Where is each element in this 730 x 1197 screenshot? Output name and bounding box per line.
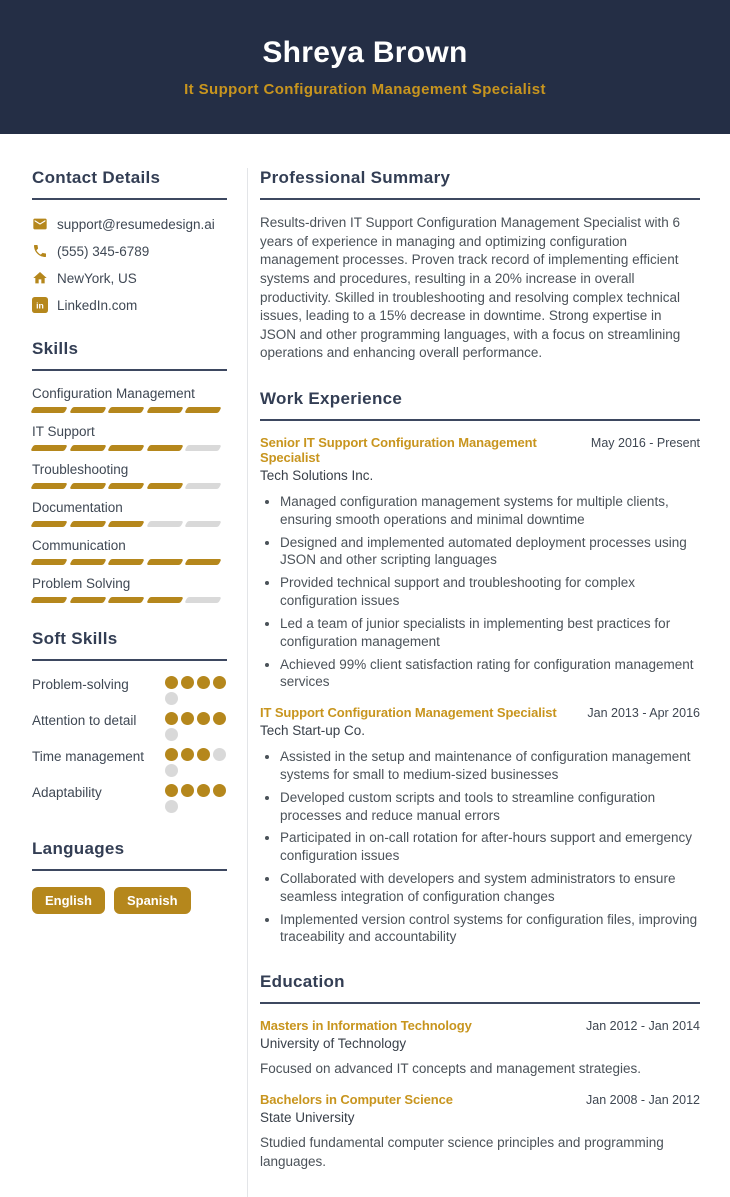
soft-skill-dots xyxy=(165,784,227,813)
soft-skill-row xyxy=(32,748,227,777)
skill-label: Troubleshooting xyxy=(32,462,129,477)
skill-bar-segment xyxy=(146,483,183,489)
education-dates: Jan 2008 - Jan 2012 xyxy=(586,1093,700,1108)
education-entry xyxy=(260,1018,700,1078)
skill-row xyxy=(32,500,227,527)
skill-bar-segment xyxy=(108,597,145,603)
job-bullet: • Designed and implemented automated deployment processes using JSON and other scripting languages xyxy=(280,534,700,570)
summary-text: Results-driven IT Support Configuration Management Specialist with 6 years of experience in managing and optimizing configuration management processes. Proven track record of implementing efficient systems and procedures, resulting in a 20% increase in overall productivity. Skilled in troubleshooting and resolving complex technical issues, leading to a 15% decrease in downtime. Strong expertise in JSON and other programming languages, with a focus on streamlining operations and enhancing overall performance. xyxy=(260,215,681,361)
languages-section xyxy=(32,839,227,914)
summary-heading: Professional Summary xyxy=(260,168,700,200)
skill-bar-segment xyxy=(30,521,67,527)
person-name: Shreya Brown xyxy=(262,36,468,69)
rating-dot xyxy=(197,748,210,761)
skill-bar-segment xyxy=(69,597,106,603)
education-dates: Jan 2012 - Jan 2014 xyxy=(586,1019,700,1034)
education-degree: Masters in Information Technology xyxy=(260,1018,472,1034)
job-dates: Jan 2013 - Apr 2016 xyxy=(587,706,700,721)
skill-bar-segment xyxy=(69,407,106,413)
soft-skill-label: Problem-solving xyxy=(32,677,129,692)
skill-bar-segment xyxy=(185,521,222,527)
job-bullet: • Led a team of junior specialists in implementing best practices for configuration management xyxy=(280,615,700,651)
rating-dot xyxy=(165,764,178,777)
job-bullet: • Provided technical support and troubleshooting for complex configuration issues xyxy=(280,574,700,610)
skill-bar-segment xyxy=(185,483,222,489)
mail-icon xyxy=(32,216,48,232)
skill-bar-segment xyxy=(30,559,67,565)
contact-list xyxy=(32,216,227,313)
skill-label: Problem Solving xyxy=(32,576,131,591)
rating-dot xyxy=(165,748,178,761)
education-degree: Bachelors in Computer Science xyxy=(260,1092,453,1108)
contact-item[interactable] xyxy=(32,297,227,313)
skill-bar-segment xyxy=(69,445,106,451)
rating-dot xyxy=(165,784,178,797)
job-bullet: • Participated in on-call rotation for after-hours support and emergency configuration issues xyxy=(280,829,700,865)
contact-text: support@resumedesign.ai xyxy=(57,216,215,232)
skill-bar xyxy=(32,559,220,565)
soft-skill-dots xyxy=(165,712,227,741)
soft-skill-row xyxy=(32,676,227,705)
skill-bar-segment xyxy=(30,407,67,413)
job-entry xyxy=(260,435,700,691)
skill-bar xyxy=(32,407,220,413)
rating-dot xyxy=(181,712,194,725)
rating-dot xyxy=(197,676,210,689)
skill-bar-segment xyxy=(185,597,222,603)
contact-heading: Contact Details xyxy=(32,168,227,200)
soft-skill-label: Adaptability xyxy=(32,785,102,800)
main-column xyxy=(247,168,700,1197)
rating-dot xyxy=(213,676,226,689)
skill-bar-segment xyxy=(146,559,183,565)
job-bullet: • Assisted in the setup and maintenance of configuration management systems for small to medium-sized businesses xyxy=(280,748,700,784)
job-bullet: • Implemented version control systems for configuration files, improving traceability and accountability xyxy=(280,911,700,947)
skill-label: Communication xyxy=(32,538,126,553)
rating-dot xyxy=(165,676,178,689)
svg-text:in: in xyxy=(36,300,44,311)
job-header xyxy=(260,705,700,720)
skill-row xyxy=(32,576,227,603)
rating-dot xyxy=(181,784,194,797)
skill-bar-segment xyxy=(146,597,183,603)
skill-row xyxy=(32,462,227,489)
skills-heading: Skills xyxy=(32,339,227,371)
contact-item[interactable] xyxy=(32,216,227,232)
skill-bar-segment xyxy=(185,559,222,565)
skill-bar-segment xyxy=(108,521,145,527)
skill-bar-segment xyxy=(69,521,106,527)
skill-bar-segment xyxy=(108,407,145,413)
skills-list xyxy=(32,386,227,603)
linkedin-icon xyxy=(32,297,48,313)
skill-bar xyxy=(32,597,220,603)
rating-dot xyxy=(165,712,178,725)
soft-skills-section xyxy=(32,629,227,813)
job-bullet-list xyxy=(260,493,700,691)
skill-bar-segment xyxy=(108,483,145,489)
skill-label: Documentation xyxy=(32,500,123,515)
skill-bar-segment xyxy=(146,521,183,527)
skills-section xyxy=(32,339,227,603)
education-school: State University xyxy=(260,1110,355,1126)
education-entry xyxy=(260,1092,700,1170)
job-bullet: • Collaborated with developers and system administrators to ensure seamless integration of configuration changes xyxy=(280,870,700,906)
rating-dot xyxy=(181,676,194,689)
education-section xyxy=(260,972,700,1171)
rating-dot xyxy=(213,748,226,761)
education-description: Focused on advanced IT concepts and management strategies. xyxy=(260,1061,641,1077)
sidebar xyxy=(32,168,247,1197)
skill-bar-segment xyxy=(146,445,183,451)
language-pill: English xyxy=(32,887,105,914)
skill-row xyxy=(32,386,227,413)
phone-icon xyxy=(32,243,48,259)
job-header xyxy=(260,435,700,465)
education-header xyxy=(260,1018,700,1033)
skill-bar-segment xyxy=(30,597,67,603)
jobs-list xyxy=(260,435,700,946)
education-list xyxy=(260,1018,700,1171)
job-bullet: • Developed custom scripts and tools to streamline configuration processes and reduce manual errors xyxy=(280,789,700,825)
contact-text: LinkedIn.com xyxy=(57,297,138,313)
job-entry xyxy=(260,705,700,946)
soft-skill-dots xyxy=(165,748,227,777)
soft-skill-dots xyxy=(165,676,227,705)
rating-dot xyxy=(197,712,210,725)
soft-skill-row xyxy=(32,712,227,741)
contact-text: (555) 345-6789 xyxy=(57,243,150,259)
soft-skills-list xyxy=(32,676,227,813)
education-school: University of Technology xyxy=(260,1036,407,1052)
language-pill: Spanish xyxy=(114,887,191,914)
skill-bar-segment xyxy=(30,445,67,451)
job-bullet: • Achieved 99% client satisfaction rating for configuration management services xyxy=(280,656,700,692)
skill-bar-segment xyxy=(108,445,145,451)
languages-list xyxy=(32,887,227,914)
job-bullet: • Managed configuration management systems for multiple clients, ensuring smooth operations and minimal downtime xyxy=(280,493,700,529)
skill-row xyxy=(32,538,227,565)
soft-skill-row xyxy=(32,784,227,813)
experience-heading: Work Experience xyxy=(260,389,700,421)
skill-label: IT Support xyxy=(32,424,95,439)
rating-dot xyxy=(165,692,178,705)
education-description: Studied fundamental computer science principles and programming languages. xyxy=(260,1135,664,1169)
job-title: IT Support Configuration Management Specialist xyxy=(260,705,557,721)
skill-bar-segment xyxy=(108,559,145,565)
resume-body xyxy=(0,134,730,1197)
rating-dot xyxy=(213,712,226,725)
skill-bar-segment xyxy=(69,559,106,565)
skill-bar-segment xyxy=(185,445,222,451)
skill-bar xyxy=(32,521,220,527)
summary-section xyxy=(260,168,700,363)
skill-bar-segment xyxy=(30,483,67,489)
soft-skill-label: Time management xyxy=(32,749,145,764)
skill-bar xyxy=(32,445,220,451)
contact-item xyxy=(32,243,227,259)
skill-bar-segment xyxy=(185,407,222,413)
rating-dot xyxy=(197,784,210,797)
job-title: Senior IT Support Configuration Management Specialist xyxy=(260,435,537,465)
contact-text: NewYork, US xyxy=(57,270,137,286)
resume-header xyxy=(0,0,730,134)
skill-row xyxy=(32,424,227,451)
rating-dot xyxy=(165,728,178,741)
rating-dot xyxy=(181,748,194,761)
skill-bar-segment xyxy=(69,483,106,489)
skill-label: Configuration Management xyxy=(32,386,195,401)
education-header xyxy=(260,1092,700,1107)
home-icon xyxy=(32,270,48,286)
languages-heading: Languages xyxy=(32,839,227,871)
skill-bar-segment xyxy=(146,407,183,413)
education-heading: Education xyxy=(260,972,700,1004)
skill-bar xyxy=(32,483,220,489)
contact-section xyxy=(32,168,227,313)
soft-skill-label: Attention to detail xyxy=(32,713,137,728)
rating-dot xyxy=(165,800,178,813)
contact-item xyxy=(32,270,227,286)
job-bullet-list xyxy=(260,748,700,946)
job-company: Tech Solutions Inc. xyxy=(260,468,374,483)
rating-dot xyxy=(213,784,226,797)
job-company: Tech Start-up Co. xyxy=(260,723,366,739)
person-job-title: It Support Configuration Management Specialist xyxy=(184,81,546,98)
soft-skills-heading: Soft Skills xyxy=(32,629,227,661)
job-dates: May 2016 - Present xyxy=(590,436,700,450)
experience-section xyxy=(260,389,700,946)
